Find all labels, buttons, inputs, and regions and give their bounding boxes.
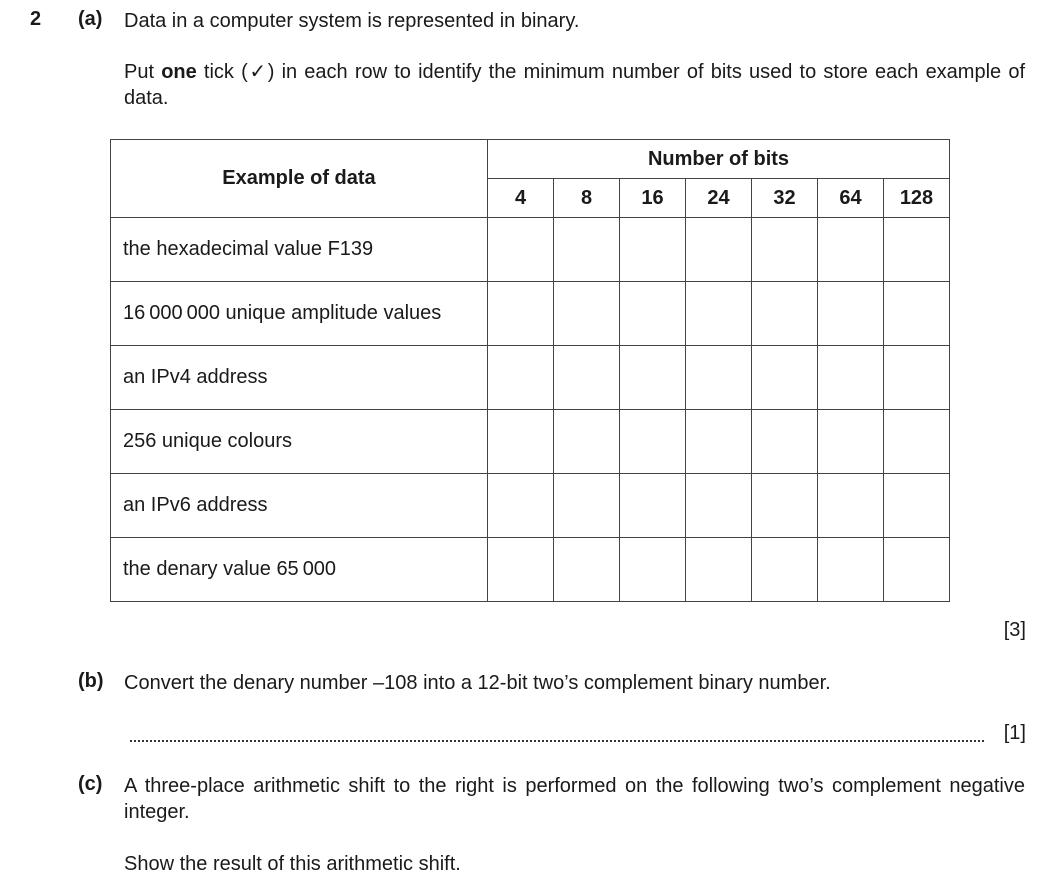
- example-of-data-cell: the denary value 65 000: [111, 538, 488, 602]
- instruction-post: tick (✓) in each row to identify the minimum number of bits used to store each example of data.: [124, 61, 1026, 109]
- part-a-stem: Data in a computer system is represented in binary.: [124, 10, 580, 32]
- table-row: [111, 538, 950, 602]
- tick-cell[interactable]: [620, 218, 686, 282]
- tick-cell[interactable]: [488, 410, 554, 474]
- question-number: 2: [30, 8, 42, 30]
- tick-cell[interactable]: [884, 410, 950, 474]
- part-a-instruction: [124, 59, 1025, 111]
- part-c-label: (c): [78, 773, 103, 795]
- bits-column-header: 8: [554, 179, 620, 218]
- example-of-data-cell: 16 000 000 unique amplitude values: [111, 282, 488, 346]
- part-b-marks: [1]: [1003, 722, 1026, 744]
- bits-column-header: 32: [752, 179, 818, 218]
- tick-cell[interactable]: [554, 282, 620, 346]
- tick-cell[interactable]: [686, 218, 752, 282]
- tick-cell[interactable]: [620, 282, 686, 346]
- tick-cell[interactable]: [752, 538, 818, 602]
- tick-cell[interactable]: [884, 282, 950, 346]
- bits-column-header: 24: [686, 179, 752, 218]
- tick-cell[interactable]: [752, 474, 818, 538]
- tick-cell[interactable]: [686, 410, 752, 474]
- part-b-label: (b): [78, 670, 104, 692]
- instruction-bold: one: [161, 61, 197, 83]
- table-row: [111, 218, 950, 282]
- part-a-marks: [3]: [1003, 619, 1026, 641]
- table-row: [111, 282, 950, 346]
- tick-cell[interactable]: [884, 474, 950, 538]
- tick-cell[interactable]: [752, 218, 818, 282]
- answer-line[interactable]: [130, 740, 984, 742]
- instruction-pre: Put: [124, 61, 162, 83]
- tick-cell[interactable]: [620, 538, 686, 602]
- tick-cell[interactable]: [554, 538, 620, 602]
- tick-cell[interactable]: [488, 474, 554, 538]
- tick-cell[interactable]: [488, 538, 554, 602]
- tick-cell[interactable]: [884, 218, 950, 282]
- tick-cell[interactable]: [818, 410, 884, 474]
- tick-cell[interactable]: [554, 218, 620, 282]
- part-c-stem: A three-place arithmetic shift to the right is performed on the following two’s complement negative integer.: [124, 775, 1025, 823]
- tick-cell[interactable]: [620, 346, 686, 410]
- tick-cell[interactable]: [884, 538, 950, 602]
- bits-column-header: 16: [620, 179, 686, 218]
- table-body: [111, 218, 950, 602]
- part-b-stem: Convert the denary number –108 into a 12-bit two’s complement binary number.: [124, 672, 831, 694]
- tick-cell[interactable]: [818, 218, 884, 282]
- example-header: Example of data: [111, 140, 488, 218]
- tick-cell[interactable]: [686, 538, 752, 602]
- bits-table: [110, 139, 950, 602]
- example-of-data-cell: 256 unique colours: [111, 410, 488, 474]
- tick-cell[interactable]: [818, 538, 884, 602]
- tick-cell[interactable]: [686, 282, 752, 346]
- tick-cell[interactable]: [554, 346, 620, 410]
- bits-header: Number of bits: [488, 140, 950, 179]
- tick-cell[interactable]: [488, 282, 554, 346]
- bits-column-header: 64: [818, 179, 884, 218]
- example-of-data-cell: an IPv4 address: [111, 346, 488, 410]
- tick-cell[interactable]: [554, 474, 620, 538]
- tick-cell[interactable]: [884, 346, 950, 410]
- tick-cell[interactable]: [818, 282, 884, 346]
- part-c-instruction: Show the result of this arithmetic shift.: [124, 853, 461, 875]
- tick-cell[interactable]: [752, 346, 818, 410]
- tick-cell[interactable]: [818, 346, 884, 410]
- table-row: [111, 474, 950, 538]
- table-row: [111, 410, 950, 474]
- example-of-data-cell: an IPv6 address: [111, 474, 488, 538]
- tick-cell[interactable]: [818, 474, 884, 538]
- tick-cell[interactable]: [752, 410, 818, 474]
- bits-column-header: 4: [488, 179, 554, 218]
- example-of-data-cell: the hexadecimal value F139: [111, 218, 488, 282]
- tick-cell[interactable]: [554, 410, 620, 474]
- tick-cell[interactable]: [752, 282, 818, 346]
- tick-cell[interactable]: [686, 346, 752, 410]
- tick-cell[interactable]: [488, 218, 554, 282]
- table-row: [111, 346, 950, 410]
- tick-cell[interactable]: [620, 474, 686, 538]
- tick-cell[interactable]: [488, 346, 554, 410]
- tick-cell[interactable]: [620, 410, 686, 474]
- tick-cell[interactable]: [686, 474, 752, 538]
- bits-column-header: 128: [884, 179, 950, 218]
- part-a-label: (a): [78, 8, 103, 30]
